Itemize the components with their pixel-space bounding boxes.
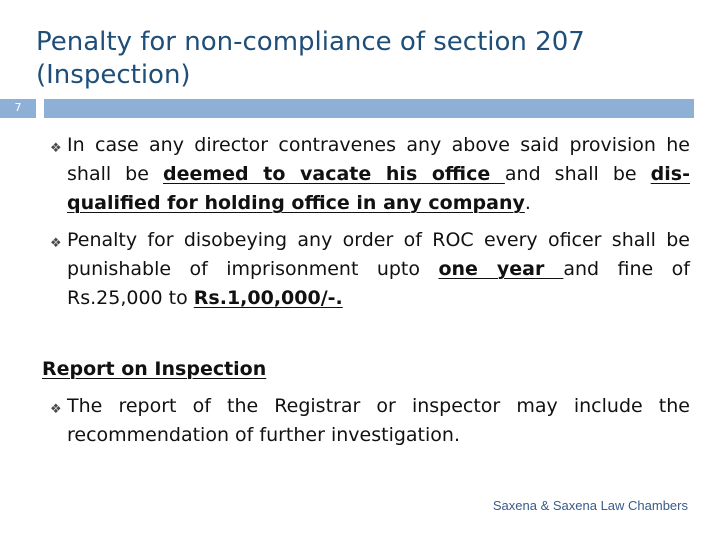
- diamond-dot-bullet-icon: ❖: [50, 236, 62, 251]
- diamond-dot-bullet-icon: ❖: [50, 402, 62, 417]
- bullet-emphasis: deemed to vacate his office: [162, 163, 505, 185]
- footer-text: Saxena & Saxena Law Chambers: [492, 498, 688, 513]
- bullet-text-plain: and fine of Rs.25,000 to: [67, 258, 690, 309]
- bullet-item-director-penalty: [40, 131, 690, 218]
- bullet-emphasis: one year: [438, 258, 564, 280]
- bullet-text-plain: In case any director contravenes any above said provision he shall be: [67, 134, 690, 185]
- bullet-text: The report of the Registrar or inspector may include the recommendation of further investigation.: [67, 395, 690, 446]
- bullet-text-plain: and shall be: [504, 163, 651, 185]
- bullet-item-report: [40, 392, 690, 450]
- page-number: 7: [14, 101, 22, 114]
- bullet-emphasis: dis-qualified for holding office in any company: [67, 163, 690, 214]
- title-divider-bar: [44, 99, 694, 118]
- slide-title: Penalty for non-compliance of section 207 (Inspection): [36, 27, 585, 90]
- report-heading: Report on Inspection: [42, 358, 267, 380]
- bullet-text: [67, 226, 690, 313]
- bullet-text-plain: .: [524, 192, 531, 214]
- bullet-text: [67, 131, 690, 218]
- bullet-item-roc-order-penalty: [40, 226, 690, 313]
- bullet-text-plain: Penalty for disobeying any order of ROC every oficer shall be punishable of imprisonment upto: [67, 229, 690, 280]
- diamond-dot-bullet-icon: ❖: [50, 141, 62, 156]
- bullet-emphasis: Rs.1,00,000/-.: [193, 287, 343, 309]
